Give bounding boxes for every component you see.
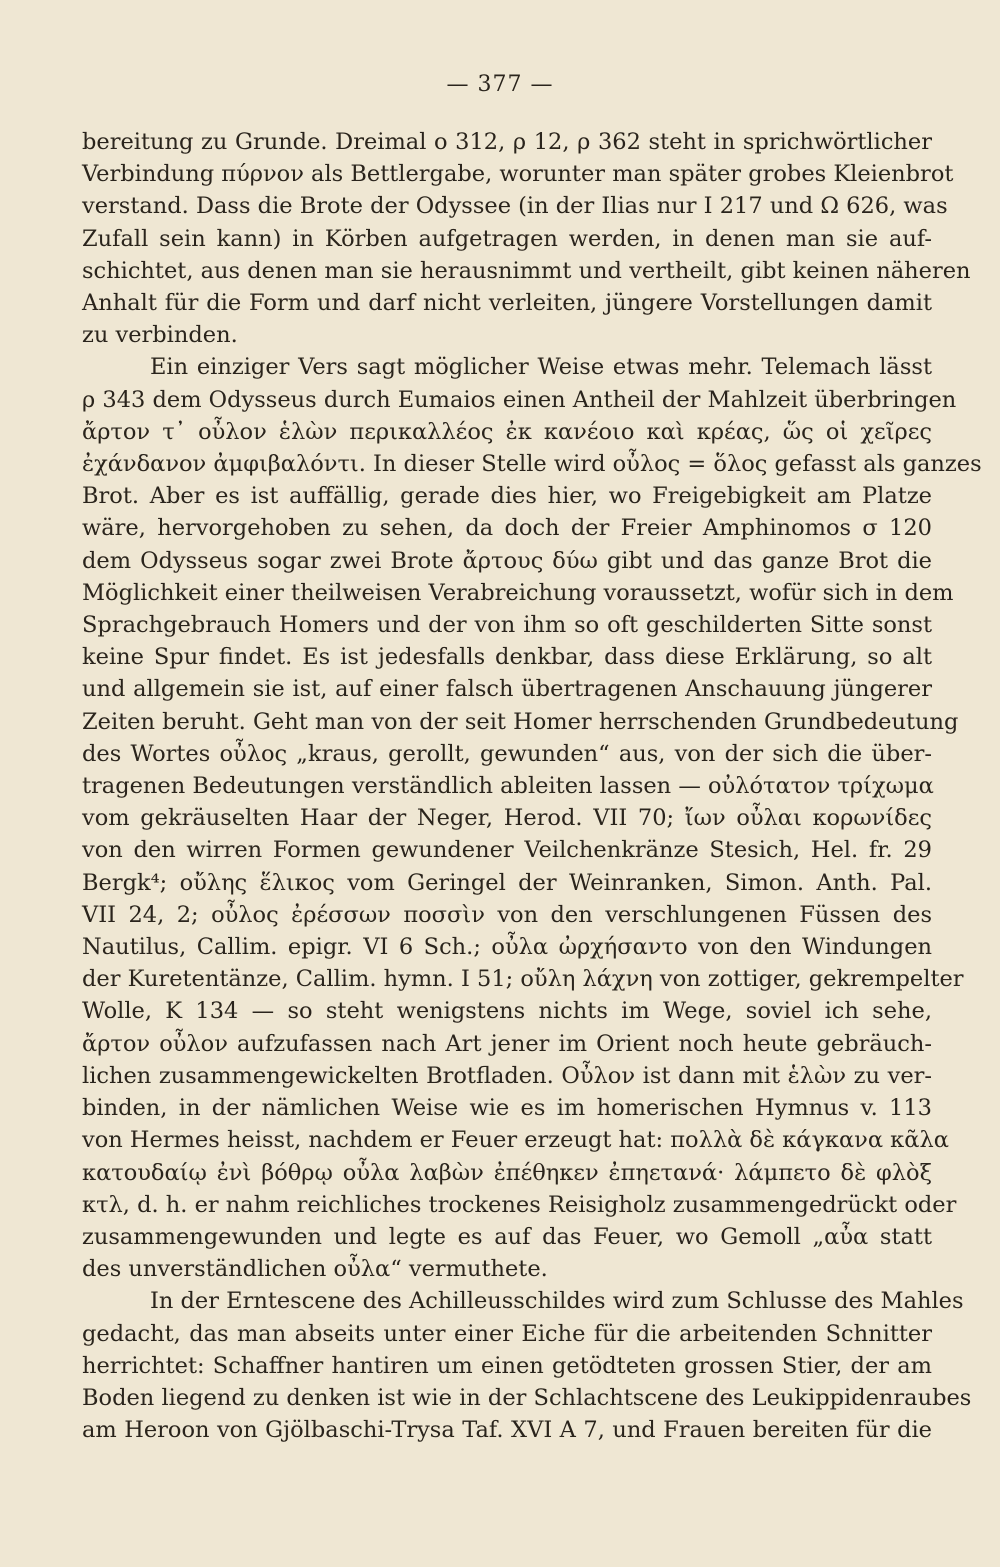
paragraph [82, 351, 982, 1285]
text-line: Zufall sein kann) in Körben aufgetragen werden, in denen man sie auf- [82, 225, 932, 252]
text-line: schichtet, aus denen man sie herausnimmt und vertheilt, gibt keinen näheren [82, 257, 971, 284]
text-line: des unverständlichen οὖλα“ vermuthete. [82, 1256, 548, 1283]
text-line: Zeiten beruht. Geht man von der seit Homer herrschenden Grundbedeutung [82, 708, 959, 735]
text-line: des Wortes οὖλος „kraus, gerollt, gewunden“ aus, von der sich die über- [82, 740, 932, 767]
text-line: ἐχάνδανον ἀμφιβαλόντι. In dieser Stelle wird οὖλος = ὅλος gefasst als ganzes [82, 451, 982, 478]
paragraph [82, 1285, 972, 1446]
text-line: von den wirren Formen gewundener Veilchenkränze Stesich, Hel. fr. 29 [82, 837, 932, 864]
text-line: binden, in der nämlichen Weise wie es im homerischen Hymnus v. 113 [82, 1095, 932, 1122]
page-number: — 377 — [446, 72, 554, 97]
text-line: Sprachgebrauch Homers und der von ihm so oft geschilderten Sitte sonst [82, 612, 932, 639]
text-line: herrichtet: Schaffner hantiren um einen getödteten grossen Stier, der am [82, 1352, 932, 1379]
text-line: von Hermes heisst, nachdem er Feuer erzeugt hat: πολλὰ δὲ κάγκανα κᾶλα [82, 1127, 949, 1154]
text-line: Boden liegend zu denken ist wie in der Schlachtscene des Leukippidenraubes [82, 1384, 972, 1411]
paragraph [82, 126, 971, 351]
text-line: ἄρτον τ᾽ οὖλον ἑλὼν περικαλλέος ἐκ κανέοιο καὶ κρέας, ὥς οἱ χεῖρες [82, 418, 932, 445]
text-line: Bergk⁴; οὔλης ἕλικος vom Geringel der Weinranken, Simon. Anth. Pal. [82, 869, 932, 896]
text-line: Wolle, Κ 134 — so steht wenigstens nichts im Wege, soviel ich sehe, [82, 998, 932, 1025]
text-line: bereitung zu Grunde. Dreimal ο 312, ρ 12, ρ 362 steht in sprichwörtlicher [82, 129, 932, 155]
text-line: ρ 343 dem Odysseus durch Eumaios einen Antheil der Mahlzeit überbringen [82, 386, 957, 413]
text-line: verstand. Dass die Brote der Odyssee (in der Ilias nur I 217 und Ω 626, was [82, 193, 948, 220]
text-line: Verbindung πύρνον als Bettlergabe, worunter man später grobes Kleienbrot [82, 161, 954, 188]
text-line: der Kuretentänze, Callim. hymn. I 51; οὔλη λάχνη von zottiger, gekrempelter [82, 966, 964, 993]
text-line: dem Odysseus sogar zwei Brote ἄρτους δύω gibt und das ganze Brot die [82, 547, 932, 574]
text-line: und allgemein sie ist, auf einer falsch übertragenen Anschauung jüngerer [82, 676, 932, 703]
text-line: vom gekräuselten Haar der Neger, Herod. VII 70; ἴων οὖλαι κορωνίδες [82, 805, 932, 832]
text-line: κτλ, d. h. er nahm reichliches trockenes Reisigholz zusammengedrückt oder [82, 1191, 957, 1218]
text-line: lichen zusammengewickelten Brotfladen. Οὖλον ist dann mit ἑλὼν zu ver- [82, 1062, 932, 1089]
text-line: zusammengewunden und legte es auf das Feuer, wo Gemoll „αὖα statt [82, 1223, 932, 1250]
text-line: zu verbinden. [82, 322, 238, 349]
text-line: Anhalt für die Form und darf nicht verleiten, jüngere Vorstellungen damit [82, 290, 932, 317]
text-line: wäre, hervorgehoben zu sehen, da doch der Freier Amphinomos σ 120 [82, 515, 932, 542]
body-text [82, 126, 982, 1446]
text-line: Nautilus, Callim. epigr. VI 6 Sch.; οὖλα ὠρχήσαντο von den Windungen [82, 934, 932, 961]
text-line: κατουδαίῳ ἐνὶ βόθρῳ οὖλα λαβὼν ἐπέθηκεν ἐπηετανά· λάμπετο δὲ φλὸξ [82, 1159, 932, 1186]
text-line: Ein einziger Vers sagt möglicher Weise etwas mehr. Telemach lässt [150, 354, 932, 381]
text-line: Möglichkeit einer theilweisen Verabreichung voraussetzt, wofür sich in dem [82, 579, 954, 606]
text-line: am Heroon von Gjölbaschi-Trysa Taf. XVI A 7, und Frauen bereiten für die [82, 1417, 932, 1444]
text-line: tragenen Bedeutungen verständlich ableiten lassen — οὐλότατον τρίχωμα [82, 773, 934, 800]
text-line: gedacht, das man abseits unter einer Eiche für die arbeitenden Schnitter [82, 1320, 932, 1347]
text-line: Brot. Aber es ist auffällig, gerade dies hier, wo Freigebigkeit am Platze [82, 483, 932, 510]
text-line: VII 24, 2; οὖλος ἐρέσσων ποσσὶν von den verschlungenen Füssen des [82, 901, 932, 928]
text-line: ἄρτον οὖλον aufzufassen nach Art jener im Orient noch heute gebräuch- [82, 1030, 932, 1057]
text-line: keine Spur findet. Es ist jedesfalls denkbar, dass diese Erklärung, so alt [82, 644, 932, 671]
text-line: In der Erntescene des Achilleusschildes wird zum Schlusse des Mahles [150, 1288, 964, 1315]
